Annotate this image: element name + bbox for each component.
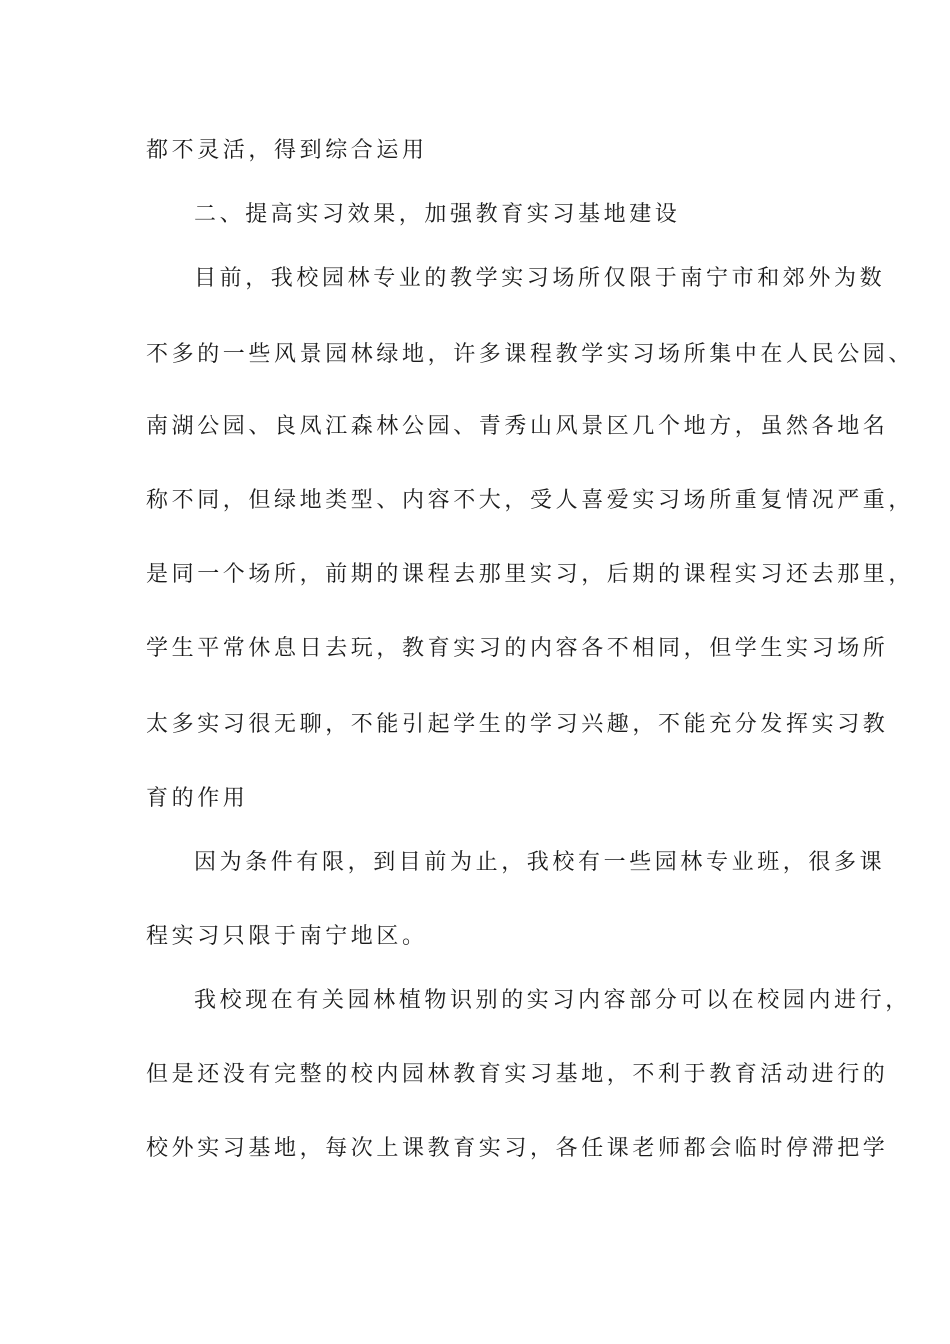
paragraph-line: 太多实习很无聊，不能引起学生的学习兴趣，不能充分发挥实习教 — [146, 712, 889, 737]
paragraph-line: 目前，我校园林专业的教学实习场所仅限于南宁市和郊外为数 — [194, 266, 886, 291]
paragraph-line: 因为条件有限，到目前为止，我校有一些园林专业班，很多课 — [194, 850, 886, 875]
paragraph-line: 学生平常休息日去玩，教育实习的内容各不相同，但学生实习场所 — [146, 636, 889, 661]
paragraph-line: 我校现在有关园林植物识别的实习内容部分可以在校园内进行， — [194, 988, 911, 1013]
paragraph-line: 程实习只限于南宁地区。 — [146, 924, 428, 949]
paragraph-line: 南湖公园、良凤江森林公园、青秀山风景区几个地方，虽然各地名 — [146, 414, 889, 439]
section-heading: 二、提高实习效果，加强教育实习基地建设 — [194, 202, 681, 227]
paragraph-line: 但是还没有完整的校内园林教育实习基地，不利于教育活动进行的 — [146, 1062, 889, 1087]
paragraph-line: 称不同，但绿地类型、内容不大，受人喜爱实习场所重复情况严重， — [146, 488, 915, 513]
text-line: 都不灵活，得到综合运用 — [146, 138, 428, 163]
paragraph-line: 校外实习基地，每次上课教育实习，各任课老师都会临时停滞把学 — [146, 1136, 889, 1161]
paragraph-line: 是同一个场所，前期的课程去那里实习，后期的课程实习还去那里， — [146, 562, 915, 587]
paragraph-line: 不多的一些风景园林绿地，许多课程教学实习场所集中在人民公园、 — [146, 342, 915, 367]
paragraph-line: 育的作用 — [146, 786, 249, 811]
